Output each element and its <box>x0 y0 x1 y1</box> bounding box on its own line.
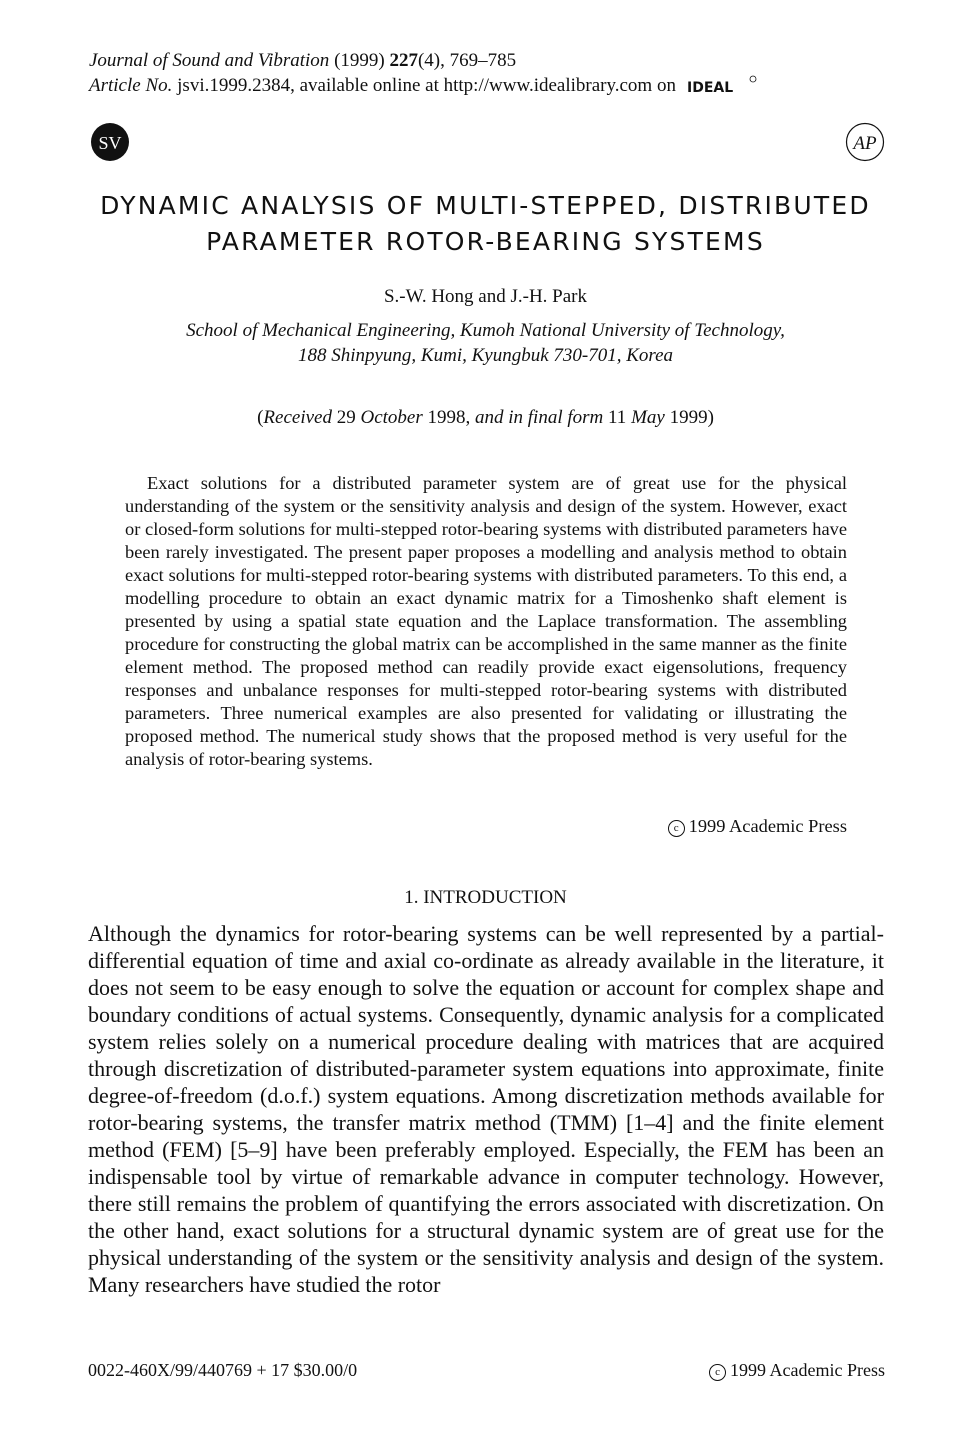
body-text: Although the dynamics for rotor-bearing systems can be well represented by a partial-differential equation of time and axial co-ordinate as already available in the literature, it does not seem to be easy enough to solve the equation or account for complex shape and boundary conditions of actual systems. Consequently, dynamic analysis for a complicated system relies solely on a numerical procedure dealing with matrices that are acquired through discretization of distributed-parameter system equations into approximate, finite degree-of-freedom (d.o.f.) system equations. Among discretization methods available for rotor-bearing systems, the transfer matrix method (TMM) [1–4] and the finite element method (FEM) [5–9] have been preferably employed. Especially, the FEM has been an indispensable tool by virtue of remarkable advance in computer technology. However, there still remains the problem of quantifying the errors associated with discretization. On the other hand, exact solutions for a structural dynamic system are of great use for the physical understanding of the system or the sensitivity analysis and design of the system. Many researchers have studied the rotor <box>88 921 884 1297</box>
journal-name: Journal of Sound and Vibration <box>89 50 330 71</box>
journal-citation-line <box>89 48 757 73</box>
authors: S.-W. Hong and J.-H. Park <box>383 286 587 307</box>
footer-code: 0022-460X/99/440769 + 17 $30.00/0 <box>88 1360 358 1380</box>
affiliation-line-1: School of Mechanical Engineering, Kumoh National University of Technology, <box>186 320 785 341</box>
ideal-logo-icon <box>687 75 757 99</box>
journal-issue-pages: (4), 769–785 <box>417 50 517 71</box>
title-line-1: DYNAMIC ANALYSIS OF MULTI-STEPPED, DISTRIBUTED <box>100 191 871 220</box>
article-text: jsvi.1999.2384, available online at http://www.idealibrary.com on <box>177 75 676 96</box>
footer-copyright: c 1999 Academic Press <box>709 1358 885 1382</box>
article-info-line <box>89 73 757 99</box>
final-form-label: and in final form <box>475 407 604 428</box>
journal-header <box>89 48 757 99</box>
paper-title <box>60 188 911 260</box>
sv-publisher-icon <box>90 122 130 162</box>
affiliation <box>100 318 871 368</box>
ideal-logo-text: IDEAL <box>686 79 733 96</box>
received-dates: (Received 29 October 1998, and in final form 11 May 1999) <box>257 407 714 428</box>
received-label: Received <box>263 407 332 428</box>
sv-logo-text: SV <box>98 133 122 153</box>
section-heading: 1. INTRODUCTION <box>404 887 567 908</box>
copyright-icon: c <box>709 1364 726 1381</box>
journal-year: (1999) <box>334 50 385 71</box>
abstract: Exact solutions for a distributed parameter system are of great use for the physical understanding of the system or the sensitivity analysis and design of the system. However, exact or closed-form solutions for multi-stepped rotor-bearing systems with distributed parameters have been rarely investigated. The present paper proposes a modelling and analysis method to obtain exact solutions for multi-stepped rotor-bearing systems with distributed parameters. To this end, a modelling procedure to obtain an exact dynamic matrix for a Timoshenko shaft element is presented by using a spatial state equation and the Laplace transformation. The assembling procedure for constructing the global matrix can be accomplished in the same manner as the finite element method. The proposed method can readily provide exact eigensolutions, frequency responses and unbalance responses for multi-stepped rotor-bearing systems with distributed parameters. Three numerical examples are also presented for validating or illustrating the proposed method. The numerical study shows that the proposed method is very useful for the analysis of rotor-bearing systems. <box>125 473 847 769</box>
affiliation-line-2: 188 Shinpyung, Kumi, Kyungbuk 730-701, Korea <box>297 345 674 366</box>
ap-publisher-icon <box>845 122 885 162</box>
abstract-copyright: c 1999 Academic Press <box>668 815 847 838</box>
title-line-2: PARAMETER ROTOR-BEARING SYSTEMS <box>206 227 765 256</box>
article-label: Article No. <box>89 75 173 96</box>
copyright-icon: c <box>668 820 685 837</box>
journal-volume: 227 <box>389 50 418 71</box>
ap-logo-text: AP <box>853 133 877 154</box>
